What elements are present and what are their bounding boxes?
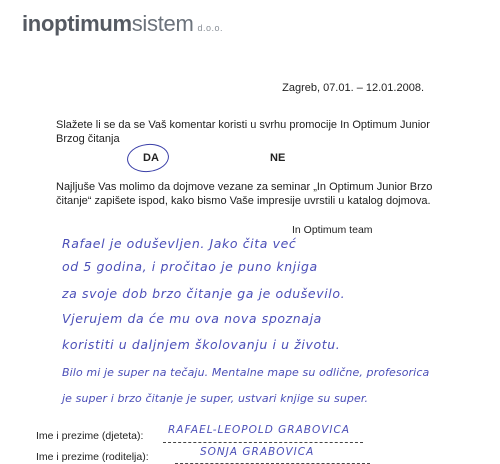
parent-name-label: Ime i prezime (roditelja): <box>36 451 149 463</box>
handwritten-line: koristiti u daljnjem školovanju i u životu. <box>62 337 341 352</box>
company-logo <box>22 12 223 40</box>
parent-name-value[interactable]: SONJA GRABOVICA <box>200 446 315 458</box>
logo-suffix-text: d.o.o. <box>197 23 224 33</box>
logo-light-text: sistem <box>131 11 194 36</box>
logo-bold-text: inoptimum <box>22 11 132 36</box>
child-name-value[interactable]: RAFAEL-LEOPOLD GRABOVICA <box>168 424 351 436</box>
child-name-label: Ime i prezime (djeteta): <box>36 430 144 442</box>
option-yes[interactable]: DA <box>143 152 159 164</box>
parent-label-text: Ime i prezime (roditelja) <box>36 451 146 463</box>
handwritten-line: za svoje dob brzo čitanje ga je oduševilo. <box>62 286 346 301</box>
request-text: Najljuše Vas molimo da dojmove vezane za seminar „In Optimum Junior Brzo čitanje“ zapišete ispod, kako bismo Vaše impresije uvrstili u katalog dojmova. <box>56 181 433 207</box>
handwritten-line: Vjerujem da će mu ova nova spoznaja <box>62 311 322 326</box>
team-signature: In Optimum team <box>292 224 373 236</box>
child-name-line <box>163 442 363 443</box>
consent-question: Slažete li se da se Vaš komentar koristi u svrhu promocije In Optimum Junior Brzog čitanja <box>56 119 430 145</box>
handwritten-line: Rafael je oduševljen. Jako čita već <box>62 236 297 251</box>
child-label-text: Ime i prezime (djeteta) <box>36 430 141 442</box>
option-no[interactable]: NE <box>270 152 286 164</box>
handwritten-line: je super i brzo čitanje je super, ustvari knjige su super. <box>62 392 369 405</box>
date-line: Zagreb, 07.01. – 12.01.2008. <box>282 82 424 94</box>
handwritten-line: od 5 godina, i pročitao je puno knjiga <box>62 259 318 274</box>
handwritten-line: Bilo mi je super na tečaju. Mentalne mape su odlične, profesorica <box>62 366 430 379</box>
